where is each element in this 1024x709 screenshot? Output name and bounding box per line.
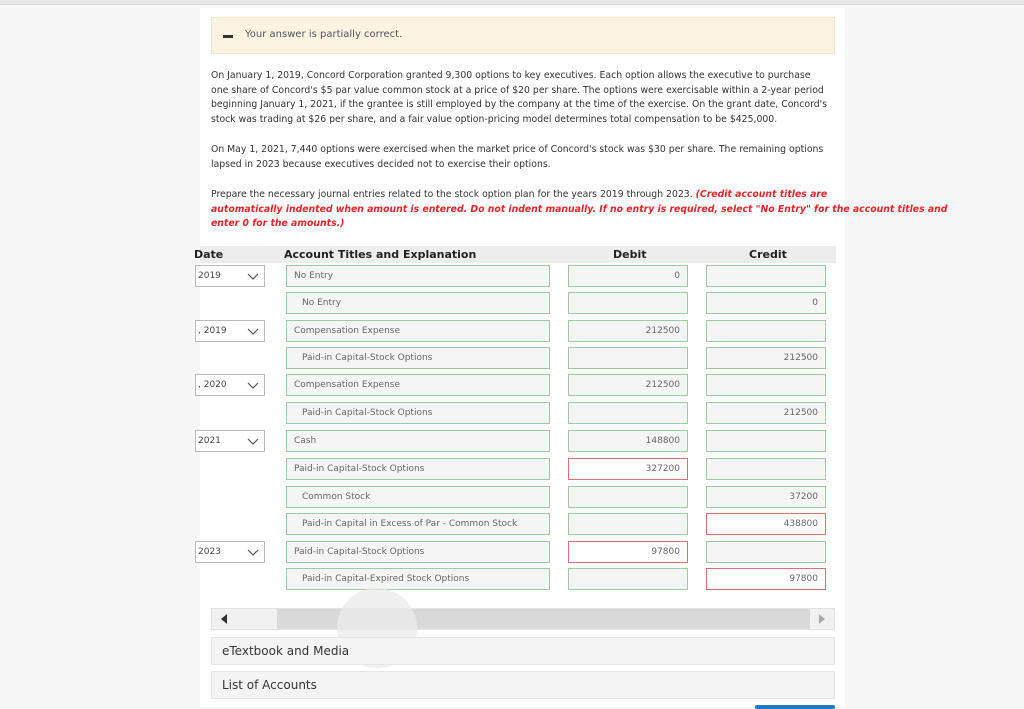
chevron-down-icon [247,434,259,448]
question-panel [194,8,948,707]
credit-field[interactable] [706,374,826,396]
header-account: Account Titles and Explanation [284,248,477,261]
chevron-down-icon [247,269,259,283]
date-select[interactable]: , 2019 [195,320,265,342]
debit-field[interactable]: 0 [568,265,688,287]
debit-field[interactable]: 212500 [568,320,688,342]
scroll-right-icon [819,614,825,624]
etextbook-button[interactable]: eTextbook and Media [211,637,835,665]
scroll-right-button[interactable] [810,609,834,629]
account-field[interactable]: No Entry [286,292,550,314]
account-field[interactable]: Paid-in Capital-Stock Options [286,458,550,480]
chevron-down-icon [247,378,259,392]
scroll-left-icon [221,614,227,624]
header-date: Date [194,248,224,261]
partial-icon [223,35,233,38]
account-field[interactable]: Compensation Expense [286,374,550,396]
credit-field[interactable]: 212500 [706,402,826,424]
instructions: Prepare the necessary journal entries related to the stock option plan for the years 2019 through 2023. (Credit account titles are automatically indented when amount is entered. Do not indent manually. If no entry is required, select "No Entry" for the account titles and enter 0 for the amounts.) [211,189,948,229]
header-debit: Debit [613,248,647,261]
credit-field-incorrect[interactable]: 438800 [706,513,826,535]
partial-correct-alert [211,17,835,54]
account-field[interactable]: Paid-in Capital-Expired Stock Options [286,568,550,590]
chevron-down-icon [247,324,259,338]
horizontal-scrollbar[interactable] [211,608,835,630]
debit-field-incorrect[interactable]: 327200 [568,458,688,480]
debit-field[interactable] [568,347,688,369]
credit-field[interactable]: 0 [706,292,826,314]
credit-field[interactable] [706,541,826,563]
debit-field[interactable] [568,402,688,424]
credit-field[interactable]: 212500 [706,347,826,369]
top-bar [0,0,1024,5]
instruction-note: (Credit account titles are [695,189,828,200]
debit-field[interactable]: 148800 [568,430,688,452]
account-field[interactable]: Common Stock [286,486,550,508]
credit-field[interactable] [706,458,826,480]
list-of-accounts-button[interactable]: List of Accounts [211,671,835,699]
credit-field[interactable] [706,430,826,452]
account-field[interactable]: Cash [286,430,550,452]
account-field[interactable]: Paid-in Capital-Stock Options [286,541,550,563]
chevron-down-icon [247,545,259,559]
account-field[interactable]: Compensation Expense [286,320,550,342]
date-select[interactable]: , 2020 [195,374,265,396]
debit-field[interactable] [568,486,688,508]
debit-field[interactable] [568,513,688,535]
alert-message: Your answer is partially correct. [245,29,403,40]
debit-field[interactable] [568,292,688,314]
credit-field[interactable]: 37200 [706,486,826,508]
date-select[interactable]: 2021 [195,430,265,452]
problem-paragraph-1: On January 1, 2019, Concord Corporation granted 9,300 options to key executives. Each option allows the executive to purchase one share of Concord's $5 par value common stock at a price of $20 per share. The options were exercisable within a 2-year period beginning January 1, 2021, if the grantee is still employed by the company at the time of the exercise. On the grant date, Concord's stock was trading at $26 per share, and a fair value option-pricing model determines total compensation to be $425,000. [211,70,828,125]
header-credit: Credit [749,248,787,261]
journal-table-header [194,246,836,263]
problem-paragraph-2: On May 1, 2021, 7,440 options were exercised when the market price of Concord's stock was $30 per share. The remaining options lapsed in 2023 because executives decided not to exercise their options. [211,144,824,170]
submit-button-edge[interactable] [755,705,835,709]
instruction-text: Prepare the necessary journal entries related to the stock option plan for the years 2019 through 2023. [211,189,696,200]
date-select[interactable]: 2019 [195,265,265,287]
account-field[interactable]: No Entry [286,265,550,287]
account-field[interactable]: Paid-in Capital in Excess of Par - Common Stock [286,513,550,535]
credit-field-incorrect[interactable]: 97800 [706,568,826,590]
credit-field[interactable] [706,320,826,342]
date-select[interactable]: 2023 [195,541,265,563]
credit-field[interactable] [706,265,826,287]
account-field[interactable]: Paid-in Capital-Stock Options [286,402,550,424]
scroll-left-button[interactable] [212,609,277,629]
debit-field[interactable]: 212500 [568,374,688,396]
debit-field-incorrect[interactable]: 97800 [568,541,688,563]
account-field[interactable]: Paid-in Capital-Stock Options [286,347,550,369]
debit-field[interactable] [568,568,688,590]
